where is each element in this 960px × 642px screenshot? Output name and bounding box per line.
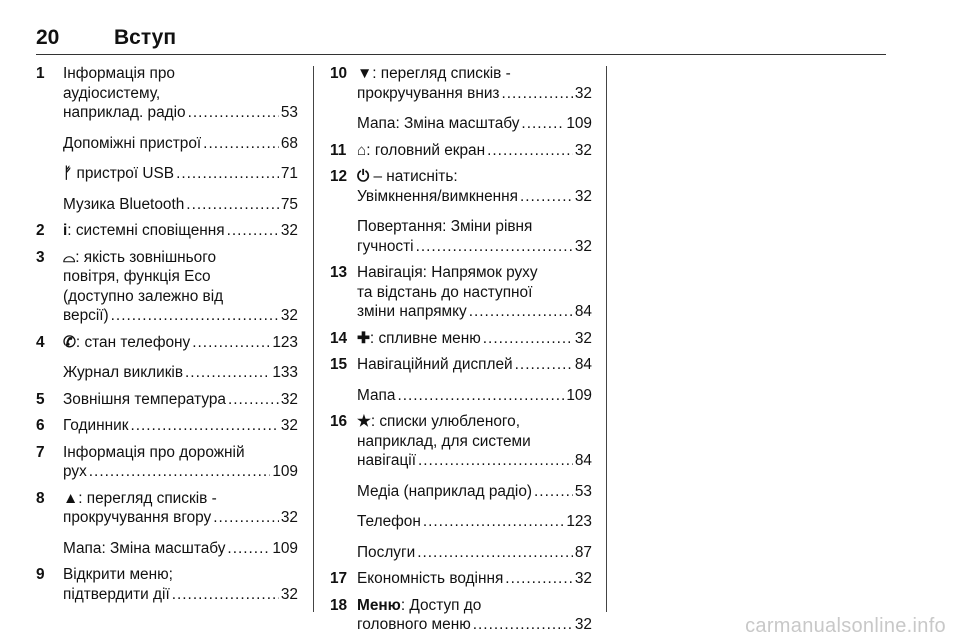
index-entry — [36, 489, 298, 528]
entry-text — [63, 221, 225, 241]
entry-number: 15 — [330, 356, 348, 373]
entry-last-line — [63, 221, 298, 241]
page-reference: 32 — [574, 329, 592, 347]
index-entry — [330, 412, 592, 471]
entry-symbol-icon: ⌓ — [63, 248, 76, 266]
entry-text — [357, 355, 513, 375]
entry-text — [63, 390, 226, 410]
entry-last-line — [63, 462, 298, 482]
entry-symbol-icon: i — [63, 222, 68, 239]
entry-number: 3 — [36, 248, 45, 266]
entry-text — [357, 543, 415, 563]
page-reference: 68 — [280, 134, 298, 152]
dot-leader — [521, 114, 564, 134]
entry-last-line — [63, 416, 298, 436]
entry-label: Економність водіння — [357, 570, 504, 587]
page-reference: 32 — [574, 84, 592, 102]
page-reference: 109 — [272, 539, 298, 557]
entry-last-line — [357, 569, 592, 589]
index-entry — [36, 248, 298, 326]
entry-text — [357, 451, 416, 471]
entry-text — [63, 363, 183, 383]
index-entry — [330, 569, 592, 589]
entry-text — [63, 195, 184, 215]
page-reference: 32 — [574, 570, 592, 587]
entry-text — [63, 462, 87, 482]
entry-body — [63, 195, 298, 215]
entry-body — [63, 134, 298, 154]
page-reference: 53 — [574, 482, 592, 500]
entry-text: наприклад, для системи — [357, 432, 531, 450]
dot-leader — [505, 569, 573, 589]
index-entry — [36, 333, 298, 353]
entry-number: 8 — [36, 489, 45, 507]
page-reference: 32 — [280, 509, 298, 526]
entry-last-line — [63, 363, 298, 383]
dot-leader — [192, 333, 270, 353]
dot-leader — [227, 539, 270, 559]
entry-body — [357, 596, 592, 635]
entry-number: 5 — [36, 390, 45, 408]
entry-label: наприклад. радіо — [63, 104, 186, 121]
entry-text — [357, 386, 395, 406]
entry-label: навігації — [357, 452, 416, 469]
entry-label: Журнал викликів — [63, 364, 184, 381]
entry-label: підтвердити дії — [63, 585, 170, 603]
entry-symbol-icon: ▼ — [357, 65, 373, 82]
entry-text — [63, 539, 225, 559]
index-entry — [36, 416, 298, 436]
entry-text: аудіосистему, — [63, 84, 161, 102]
index-entry — [36, 64, 298, 123]
entry-text-line — [357, 64, 592, 84]
index-entry — [330, 512, 592, 532]
entry-text-line — [357, 217, 592, 237]
entry-body — [63, 164, 298, 184]
entry-label: Мапа: Зміна масштабу — [357, 115, 520, 132]
index-entry — [330, 329, 592, 349]
page-reference: 109 — [566, 115, 592, 132]
entry-body — [357, 64, 592, 103]
dot-leader — [469, 302, 573, 322]
entry-number: 11 — [330, 141, 347, 159]
page-reference: 32 — [574, 237, 592, 255]
dot-leader — [227, 221, 279, 241]
entry-last-line — [357, 615, 592, 635]
entry-text — [357, 615, 471, 635]
entry-symbol-icon: ✆ — [63, 333, 76, 351]
page-reference: 84 — [574, 452, 592, 469]
entry-text: : перегляд списків - — [78, 489, 217, 507]
entry-text — [63, 134, 201, 154]
entry-text: Навігація: Напрямок руху — [357, 264, 538, 281]
entry-label: : стан телефону — [75, 333, 191, 351]
entry-text — [63, 508, 211, 528]
entry-label: : головний екран — [366, 141, 486, 159]
entry-last-line — [357, 482, 592, 502]
page-reference: 123 — [272, 333, 298, 351]
entry-text-line — [63, 565, 298, 585]
entry-text: якість зовнішнього — [83, 248, 217, 266]
page-reference: 53 — [280, 104, 298, 121]
dot-leader — [418, 451, 573, 471]
entry-text — [63, 333, 190, 353]
index-entry — [36, 195, 298, 215]
entry-text-line — [357, 263, 592, 283]
entry-text-line — [63, 84, 298, 104]
entry-body — [357, 386, 592, 406]
entry-last-line — [63, 539, 298, 559]
page-reference: 87 — [574, 543, 592, 561]
entry-number: 7 — [36, 443, 45, 461]
entry-last-line — [63, 306, 298, 326]
index-entry — [36, 221, 298, 241]
entry-body — [357, 482, 592, 502]
index-entry — [36, 443, 298, 482]
dot-leader — [423, 512, 564, 532]
index-entry — [330, 167, 592, 206]
entry-last-line — [357, 329, 592, 349]
index-entry — [36, 134, 298, 154]
entry-label: головного меню — [357, 616, 471, 633]
entry-body — [357, 512, 592, 532]
entry-body — [63, 221, 298, 241]
entry-label: Медіа (наприклад радіо) — [357, 482, 533, 500]
entry-text-line — [357, 432, 592, 452]
entry-text-line — [357, 167, 592, 187]
dot-leader — [228, 390, 279, 410]
entry-body — [63, 64, 298, 123]
index-entry — [330, 543, 592, 563]
entry-symbol-icon: ᚠ — [63, 165, 73, 182]
entry-text — [357, 141, 485, 161]
entry-body — [63, 248, 298, 326]
column-divider — [313, 66, 314, 612]
index-entry — [36, 390, 298, 410]
dot-leader — [176, 164, 279, 184]
entry-symbol-icon: ⌂ — [357, 141, 367, 159]
entry-body — [63, 443, 298, 482]
dot-leader — [203, 134, 279, 154]
entry-label: Мапа: Зміна масштабу — [63, 539, 226, 557]
entry-label: прокручування вниз — [357, 84, 500, 102]
entry-text-line — [63, 443, 298, 463]
entry-text — [357, 302, 467, 322]
entry-text: : списки улюбленого, — [370, 413, 521, 430]
entry-text — [357, 512, 421, 532]
entry-label: Зовнішня температура — [63, 390, 226, 408]
page-reference: 32 — [574, 616, 592, 633]
entry-label: Музика Bluetooth — [63, 195, 185, 213]
page-reference: 32 — [574, 187, 592, 205]
entry-text: Інформація про — [63, 65, 175, 82]
entry-last-line — [357, 84, 592, 104]
entry-last-line — [357, 237, 592, 257]
entry-bold-word: Меню — [357, 596, 401, 614]
column-divider — [606, 66, 607, 612]
index-entry — [330, 355, 592, 375]
entry-label: Годинник — [63, 417, 129, 434]
index-entry — [330, 596, 592, 635]
entry-number: 14 — [330, 329, 348, 347]
entry-text: повітря, функція Eco — [63, 268, 211, 285]
entry-body — [63, 333, 298, 353]
entry-number: 4 — [36, 333, 45, 351]
entry-label: Послуги — [357, 543, 416, 561]
dot-leader — [417, 543, 573, 563]
page-reference: 75 — [280, 195, 298, 213]
entry-label: Увімкнення/вимкнення — [357, 187, 518, 205]
entry-text: Повертання: Зміни рівня — [357, 218, 533, 235]
entry-number: 16 — [330, 413, 348, 430]
page-reference: 84 — [574, 303, 592, 320]
entry-label: рух — [63, 463, 87, 480]
index-entry — [330, 263, 592, 322]
entry-text-line — [63, 64, 298, 84]
dot-leader — [89, 462, 271, 482]
entry-symbol-icon: ★ — [357, 413, 371, 430]
page-reference: 109 — [272, 463, 298, 480]
index-entry — [36, 164, 298, 184]
dot-leader — [520, 187, 573, 207]
left-column — [36, 64, 298, 604]
entry-text-line — [63, 267, 298, 287]
entry-text — [357, 482, 532, 502]
entry-text — [357, 237, 414, 257]
entry-text: Відкрити меню; — [63, 566, 173, 583]
entry-label: Допоміжні пристрої — [63, 134, 202, 152]
entry-body — [357, 329, 592, 349]
dot-leader — [473, 615, 573, 635]
entry-symbol-icon: ▲ — [63, 489, 79, 507]
entry-last-line — [357, 141, 592, 161]
entry-text: (доступно залежно від — [63, 287, 224, 305]
entry-label: версії) — [63, 307, 109, 324]
dot-leader — [515, 355, 573, 375]
entry-label: Телефон — [357, 513, 421, 530]
entry-number: 1 — [36, 65, 45, 82]
entry-text-line — [357, 412, 592, 432]
entry-last-line — [357, 187, 592, 207]
page-header — [36, 24, 886, 55]
entry-last-line — [357, 451, 592, 471]
entry-number: 6 — [36, 417, 45, 434]
page-reference: 84 — [574, 356, 592, 373]
entry-text — [63, 416, 128, 436]
dot-leader — [172, 585, 279, 605]
entry-text-line — [357, 283, 592, 303]
page-reference: 109 — [566, 386, 592, 404]
entry-text — [357, 187, 518, 207]
dot-leader — [185, 363, 270, 383]
dot-leader — [501, 84, 572, 104]
page-reference: 32 — [280, 390, 298, 408]
entry-number: 2 — [36, 222, 45, 239]
entry-last-line — [357, 355, 592, 375]
page-reference: 71 — [280, 165, 298, 182]
entry-symbol-icon: ⏻ — [357, 168, 370, 185]
entry-last-line — [357, 512, 592, 532]
page-reference: 32 — [280, 222, 298, 239]
entry-body — [63, 565, 298, 604]
entry-text: та відстань до наступної — [357, 283, 533, 301]
entry-last-line — [63, 164, 298, 184]
entry-last-line — [63, 585, 298, 605]
entry-label: пристрої USB — [72, 165, 175, 182]
entry-body — [357, 263, 592, 322]
entry-body — [357, 114, 592, 134]
entry-label: Мапа — [357, 386, 396, 404]
dot-leader — [186, 195, 279, 215]
entry-text: : перегляд списків - — [372, 65, 511, 82]
entry-body — [357, 167, 592, 206]
entry-text — [63, 164, 174, 184]
entry-label: гучності — [357, 237, 414, 255]
page-reference: 32 — [280, 417, 298, 434]
entry-body — [63, 390, 298, 410]
entry-text — [357, 84, 499, 104]
entry-text — [357, 569, 503, 589]
entry-label: : спливне меню — [369, 329, 481, 347]
entry-body — [63, 539, 298, 559]
dot-leader — [188, 103, 279, 123]
index-entry — [330, 141, 592, 161]
entry-body — [63, 489, 298, 528]
dot-leader — [397, 386, 564, 406]
entry-last-line — [357, 302, 592, 322]
entry-last-line — [63, 103, 298, 123]
entry-text-line: Меню: Доступ до — [357, 596, 482, 614]
entry-last-line — [63, 134, 298, 154]
dot-leader — [416, 237, 573, 257]
entry-text: Інформація про дорожній — [63, 443, 245, 461]
entry-last-line — [357, 386, 592, 406]
page-number: 20 — [36, 26, 60, 49]
entry-number: 17 — [330, 570, 348, 587]
entry-body — [357, 543, 592, 563]
index-entry — [36, 565, 298, 604]
entry-number: 10 — [330, 65, 348, 82]
entry-body — [357, 412, 592, 471]
entry-last-line — [63, 508, 298, 528]
entry-text-line — [63, 287, 298, 307]
entry-number: 18 — [330, 596, 348, 614]
entry-last-line — [357, 114, 592, 134]
entry-number: 13 — [330, 264, 348, 281]
dot-leader — [213, 508, 279, 528]
index-entry — [330, 482, 592, 502]
index-entry — [330, 217, 592, 256]
entry-body — [357, 355, 592, 375]
index-entry — [330, 64, 592, 103]
entry-text-line: ⌓: якість зовнішнього — [63, 248, 217, 266]
entry-text — [63, 585, 170, 605]
page-reference: 32 — [280, 307, 298, 324]
right-column — [330, 64, 592, 635]
index-entry — [330, 386, 592, 406]
entry-body — [357, 141, 592, 161]
entry-text: – натисніть: — [369, 168, 458, 185]
entry-last-line — [63, 390, 298, 410]
entry-last-line — [63, 195, 298, 215]
dot-leader — [534, 482, 573, 502]
entry-label: зміни напрямку — [357, 303, 467, 320]
entry-text — [357, 114, 519, 134]
dot-leader — [483, 329, 573, 349]
entry-body — [63, 416, 298, 436]
entry-number: 9 — [36, 566, 45, 583]
dot-leader — [130, 416, 278, 436]
entry-body — [357, 569, 592, 589]
page-reference: 32 — [574, 141, 592, 159]
index-entry — [36, 363, 298, 383]
page-title: Вступ — [114, 26, 177, 49]
entry-label: : системні сповіщення — [67, 222, 225, 239]
entry-symbol-icon: ✚ — [357, 329, 370, 347]
page-reference: 32 — [280, 585, 298, 603]
entry-text — [63, 306, 109, 326]
page-reference: 123 — [566, 513, 592, 530]
index-entry — [330, 114, 592, 134]
dot-leader — [111, 306, 279, 326]
entry-last-line — [63, 333, 298, 353]
entry-text-line — [63, 489, 298, 509]
entry-last-line — [357, 543, 592, 563]
entry-text — [63, 103, 186, 123]
dot-leader — [487, 141, 573, 161]
watermark: carmanualsonline.info — [745, 615, 946, 637]
index-entry — [36, 539, 298, 559]
page-reference: 133 — [272, 364, 298, 381]
entry-number: 12 — [330, 168, 348, 185]
entry-body — [357, 217, 592, 256]
entry-label: Навігаційний дисплей — [357, 356, 513, 373]
entry-text — [357, 329, 481, 349]
entry-body — [63, 363, 298, 383]
entry-label: прокручування вгору — [63, 509, 212, 526]
